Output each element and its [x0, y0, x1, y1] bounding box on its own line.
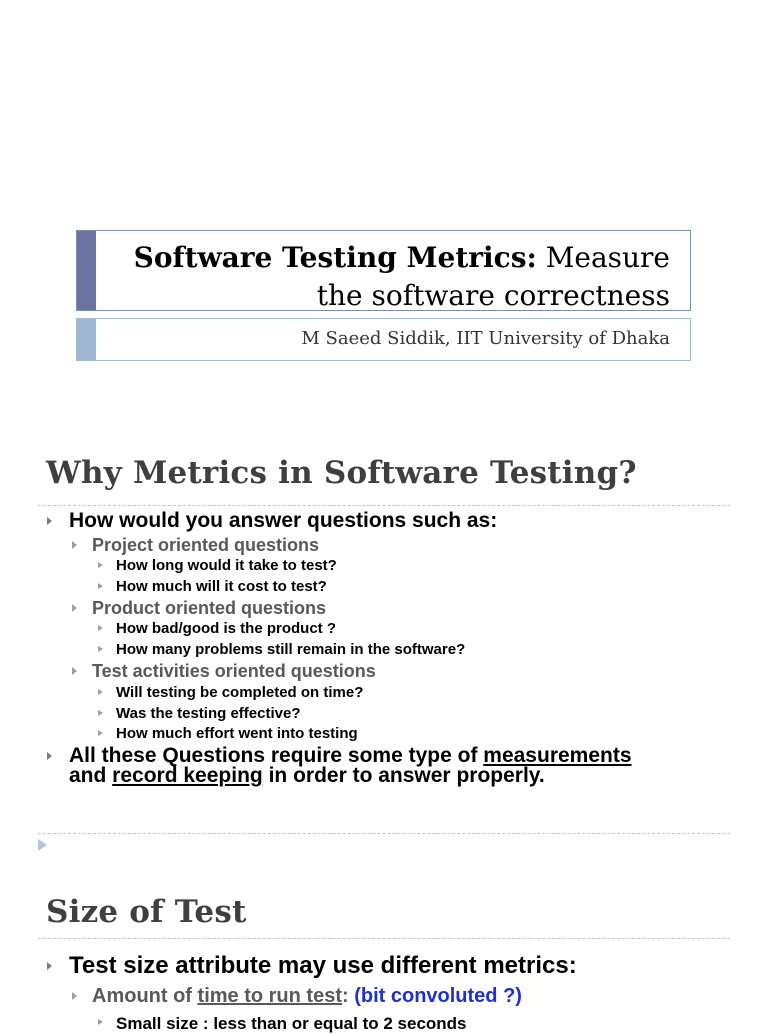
title-bold: Software Testing Metrics: [133, 241, 537, 274]
bullet-activities: Test activities oriented questions [92, 661, 376, 682]
bullet-arrow-icon [98, 625, 103, 631]
bullet-arrow-icon [98, 562, 103, 568]
heading-divider [38, 505, 730, 506]
title-box [76, 230, 691, 311]
list-item: Small size : less than or equal to 2 seconds [116, 1014, 467, 1034]
heading-size-of-test: Size of Test [46, 894, 247, 930]
bullet-test-size: Test size attribute may use different metrics: [69, 952, 577, 980]
list-item: How much will it cost to test? [116, 578, 327, 595]
bullet-questions-intro: How would you answer questions such as: [69, 509, 497, 533]
bullet-arrow-icon [98, 730, 103, 736]
slide-title [134, 239, 670, 315]
slide-divider [38, 833, 730, 834]
bullet-arrow-icon [72, 604, 77, 612]
bullet-arrow-icon [47, 962, 52, 970]
list-item: Was the testing effective? [116, 705, 300, 722]
bullet-arrow-icon [98, 689, 103, 695]
bullet-arrow-icon [98, 583, 103, 589]
slide-subtitle: M Saeed Siddik, IIT University of Dhaka [301, 328, 670, 349]
heading-why-metrics: Why Metrics in Software Testing? [46, 455, 637, 491]
nav-arrow-icon [38, 839, 47, 851]
bullet-arrow-icon [72, 992, 77, 1000]
subtitle-box [76, 318, 691, 361]
list-item: How long would it take to test? [116, 557, 337, 574]
list-item: How much effort went into testing [116, 725, 358, 742]
list-item: How bad/good is the product ? [116, 620, 336, 637]
subtitle-accent-bar [77, 319, 96, 360]
title-rest-2: the software correctness [316, 279, 670, 312]
bullet-arrow-icon [47, 517, 52, 525]
bullet-arrow-icon [98, 646, 103, 652]
bullet-arrow-icon [98, 1019, 103, 1025]
bullet-conclusion: All these Questions require some type of measurements and record keeping in order to answer properly. [69, 746, 632, 786]
title-rest-1: Measure [545, 241, 670, 274]
heading-divider [38, 938, 730, 939]
bullet-arrow-icon [98, 710, 103, 716]
list-item: Will testing be completed on time? [116, 684, 363, 701]
bullet-arrow-icon [72, 541, 77, 549]
bullet-project: Project oriented questions [92, 535, 319, 556]
bullet-arrow-icon [47, 752, 52, 760]
bullet-amount-of-time: Amount of time to run test: (bit convoluted ?) [92, 985, 522, 1008]
title-accent-bar [77, 231, 96, 310]
bullet-product: Product oriented questions [92, 598, 326, 619]
bullet-arrow-icon [72, 667, 77, 675]
list-item: How many problems still remain in the software? [116, 641, 465, 658]
